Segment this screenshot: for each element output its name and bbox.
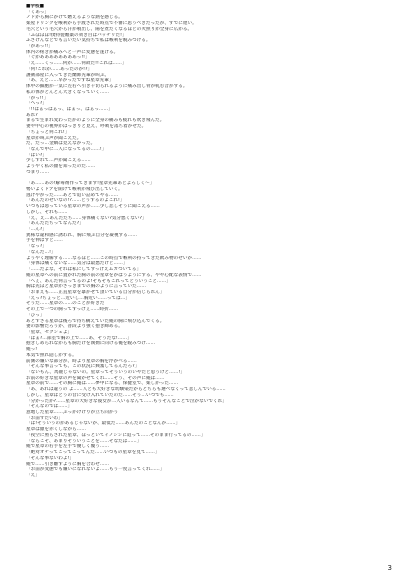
text-line: 「あ、えと……早かったですね星章先輩」 xyxy=(26,78,114,84)
text-line: 毛穴という毛穴から汗が噴出し、陽を煮たくなるほどの火照りが全身に広がる。 xyxy=(26,26,193,32)
text-line: 逃げやがった……あとで追い詰めてやる…… xyxy=(26,192,119,198)
text-line: 体内の疼きが痛みへと一声に変態を遂げる。 xyxy=(26,49,119,55)
text-line: ノドから胸にかけて燃えるような熱を感じる。 xyxy=(26,15,123,21)
text-line: 「……だよな、それは私にしてすっげえムカついてる」 xyxy=(26,267,142,273)
text-line: 私の体がどんどん大きくなっていく…… xyxy=(26,89,110,95)
text-line: 妻や中心の視界がはっきりと見え、呼吸を落ち着かせた。 xyxy=(26,124,147,130)
text-line: 「分かったか?……星章の大好きな彼女が二人いるなんて……もうそんなことで泣かないでくれ」 xyxy=(26,398,227,404)
text-line: 星章の前で……その胸に俺は……夢中になる、保健室で、楽しかった…… xyxy=(26,381,179,387)
text-line: 「絶対オチってこってこってんだ……いつもの星章を見て……」 xyxy=(26,450,160,456)
text-line: 「ヘっ?」 xyxy=(26,101,47,107)
text-line: ようやく私の顔を知ったのだ…… xyxy=(26,164,96,170)
text-line: 俺で……引き離すように胸を合わせ…… xyxy=(26,461,110,467)
text-line: 「あんたたちってなんだ?」 xyxy=(26,221,84,227)
text-line: 体中の細胞が一気に左右へ引き千切られるように痛み出し骨が軋む音がする。 xyxy=(26,84,188,90)
text-line: 勢いよくドアを開けて喉利が飛び出していく。 xyxy=(26,187,123,192)
text-line: 「ならこそ、あまりそういうことを……そなたは……」 xyxy=(26,438,142,444)
text-line: 「は!そういうのがあるじゃないか、最低だ……あんたのことなんか……」 xyxy=(26,421,181,427)
text-line: 「はい?」 xyxy=(26,152,47,158)
text-line: 俺で星章の右手を左手で優しく覆う…… xyxy=(26,444,110,450)
section-title: ■学校■ xyxy=(26,4,44,9)
text-line: 「お前が変態でも嫌いになれないよ……もう一度言ってくれ……」 xyxy=(26,467,165,473)
text-line: 異様な違和感に誘われ、胸に飛ぶ自分を凝視する…… xyxy=(26,232,138,238)
text-line: 「そんな事ないわよ!」 xyxy=(26,455,74,461)
body-text xyxy=(26,4,382,479)
text-line: 「ないもん、馬鹿じゃないの。星章ってそういうのいやだと思うけど……!」 xyxy=(26,370,185,375)
text-line: 「え……くっ……何が……何故だ!!これは……」 xyxy=(26,61,127,67)
text-line: つまり…… xyxy=(26,169,50,175)
text-line: 妻の影響だろうか、普段より強く抱き締める。 xyxy=(26,324,123,330)
text-line: 「くあっ」 xyxy=(26,9,50,15)
text-line: あとずさる星章は後ろで待ち構えていた俺の胸に飛び込んでくる。 xyxy=(26,318,165,324)
text-line: 少しずれて…声が聞こえる…… xyxy=(26,158,91,164)
text-line: 「あ、あれは違うの よ……人とも大好きな幼馴染だからどちらも選べなくって悲しんでいる…… xyxy=(26,387,226,393)
text-line: しかし、星章はとうの昔に受け入れていたのだ……そう…いつでも…… xyxy=(26,392,174,398)
text-line: 胸は先ほど星章がさっきまでの胸のように言っていた…… xyxy=(26,284,146,290)
text-line: ふざけんなとでも言いたい気持ちで私は喉利を睨みつける。 xyxy=(26,38,151,44)
text-line: 「ぐがああああああああっ!!」 xyxy=(26,55,90,61)
text-line: しかし、それも…… xyxy=(26,209,68,215)
text-line: 本気で照れ隠しがする。 xyxy=(26,352,77,358)
text-line: 「なっ?」 xyxy=(26,244,47,250)
text-line: 「ちょっと何これ!」 xyxy=(26,129,70,135)
text-line: 「夜空に照らされた星章、ほっといてイノシシに追って……そのまま行ってるの……」 xyxy=(26,432,206,438)
text-line: 「がっ!!」 xyxy=(26,95,49,101)
text-line: 楽屋ドリンクを喉利から手渡された時点で不審に思うべきだったが、すでに遅い。 xyxy=(26,21,197,27)
text-line: 「えっ?ちょっと…近いし…胸近い……ってば…」 xyxy=(26,295,130,301)
text-line: 「え、え…あんたたち……身体痛くない?気分悪くない?」 xyxy=(26,215,147,221)
text-line: そうだ……星章の……のことが好きだ xyxy=(26,301,105,307)
text-line: 「ひっ」 xyxy=(26,312,45,318)
page-number: 3 xyxy=(387,564,392,572)
text-line: だ、だっ…金網は見えなかった。 xyxy=(26,141,96,147)
text-line: 「何!これが……あったのか!?」 xyxy=(26,66,93,72)
text-line: 「お前ずだいわ」 xyxy=(26,415,63,421)
text-line: 手を伸ばすと…… xyxy=(26,238,63,244)
text-line: ようやく理解する……なるほど……この時点で喉利の持ってきた飲み物のせいか…… xyxy=(26,255,202,261)
text-line: 「…ん?」 xyxy=(26,227,47,233)
text-line: 「あ……あの!解毒剤作ってきます!星章先輩あとよろしく〜」 xyxy=(26,181,155,187)
text-line: 星章は顔を赤くしながら…… xyxy=(26,427,86,433)
text-line: 「なんで中に二人になってるの……!」 xyxy=(26,146,107,152)
text-line: 「そんなのでは……」 xyxy=(26,404,73,410)
text-line: 意地した星章……ぶっかけけりが立ち向かう xyxy=(26,410,119,416)
text-line: 「へぇ、あんた何言ってるのよ!そもそもこれってどういうこと……」 xyxy=(26,278,171,284)
text-line: 「身体は痛くないな……気分は最悪だけど……」 xyxy=(26,261,128,267)
text-line: 前側の嫌いな部分が、時より星章の胸を浮かべる…… xyxy=(26,358,137,364)
text-line: 星章が叫ぶ声が聞こえた。 xyxy=(26,135,82,141)
text-line: 「おまえも……正直星章を暴かせて頂いている自分が信じられん」 xyxy=(26,289,165,295)
text-line: 「はぁ?…部室で胸の上で……あ、そうだな!……」 xyxy=(26,335,132,341)
text-line: 抱きしめられながらも胸だけを執拗に向ける俺を睨みつけ…… xyxy=(26,341,156,347)
text-line: 「があっ!!」 xyxy=(26,44,53,50)
text-line: 「ふほほほ!僕特製媚薬の効き目はバッチリだ!」 xyxy=(26,32,127,38)
text-line: 「星章、セクシェよ」 xyxy=(26,329,73,335)
text-line: 「!!はぁっはぁっ、はぁっ、はぁっ……」 xyxy=(26,106,113,112)
text-line: 「そんな事言っても、この状況に興奮してるんだろ?」 xyxy=(26,364,140,370)
text-line: 護衛部屋に入ってきた蘭姉先輩が叫ぶ。 xyxy=(26,72,110,78)
text-line: あれ? xyxy=(26,112,38,118)
text-line: 「なんだ…!」 xyxy=(26,249,56,255)
text-line: 俺の星章への前に置かれた胸の前の星章をかばうようにする、やや心配な表情で…… xyxy=(26,272,202,278)
text-line: いつもは怒っている星章の声が……少し悲しそうに聞こえる…… xyxy=(26,204,160,210)
text-line: 「え」 xyxy=(26,472,40,478)
text-line: 俺っ! xyxy=(26,347,38,353)
text-line: お前の好きな星章の声を聞かせてくれ……そう、その声に俺は…… xyxy=(26,375,165,381)
text-line: 「あんたのせいなの!?……どうするのよこれ!」 xyxy=(26,198,125,204)
text-line: まるで生まれ変わったかのように全身の痛みも疲れも吹き飛んだ。 xyxy=(26,118,165,124)
text-line: その上で一つの胸ってすっげぇ……時折…… xyxy=(26,307,119,313)
